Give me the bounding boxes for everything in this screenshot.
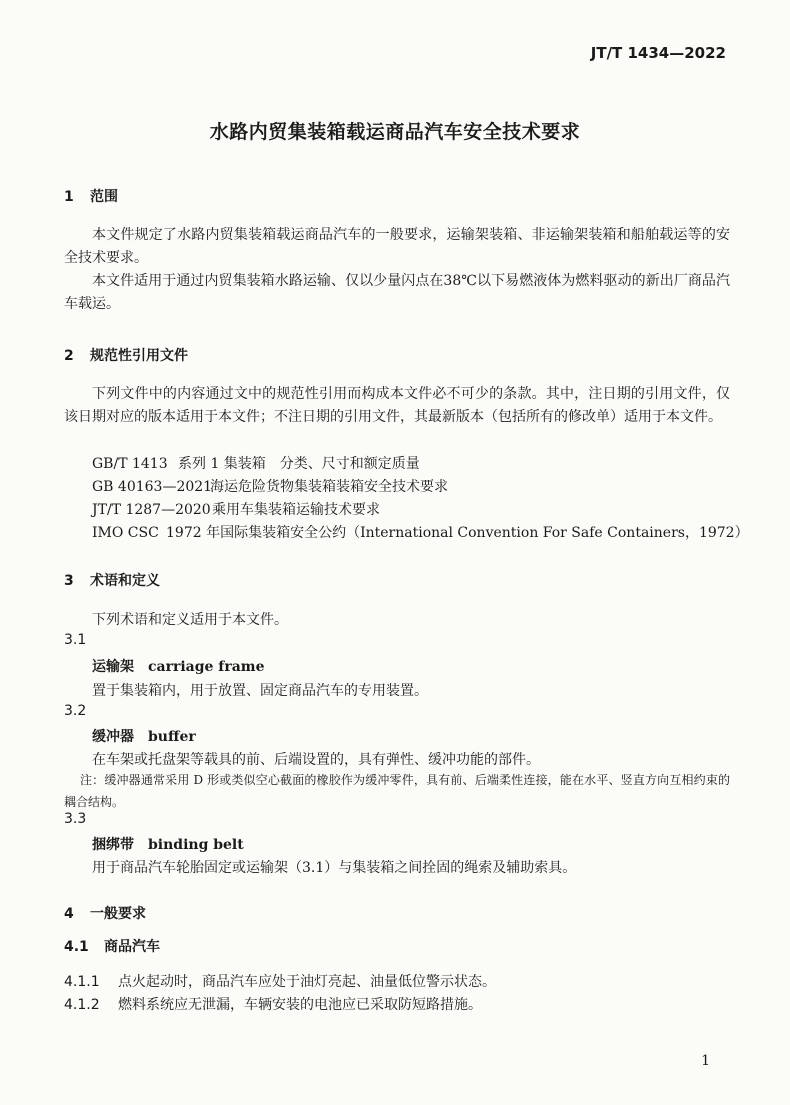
term-note: 注：缓冲器通常采用 D 形或类似空心截面的橡胶作为缓冲零件，具有前、后端柔性连接，能在水平、竖直方向互相约束的耦合结构。 bbox=[64, 773, 730, 809]
term-entry: 捆绑带 binding belt bbox=[92, 837, 244, 853]
section-1-heading: 1 范围 bbox=[64, 189, 118, 205]
section-3-intro: 下列术语和定义适用于本文件。 bbox=[92, 612, 288, 628]
standard-code: JT/T 1434—2022 bbox=[590, 44, 726, 62]
section-3-heading: 3 术语和定义 bbox=[64, 573, 160, 589]
reference-item: GB/T 1413 系列 1 集装箱 分类、尺寸和额定质量 bbox=[92, 456, 420, 472]
term-number: 3.2 bbox=[64, 703, 87, 719]
term-entry: 运输架 carriage frame bbox=[92, 659, 265, 675]
reference-item: IMO CSC 1972 年国际集装箱安全公约（International Convention For Safe Containers，1972） bbox=[92, 525, 749, 541]
section-1-paragraph-1: 本文件规定了水路内贸集装箱载运商品汽车的一般要求，运输架装箱、非运输架装箱和船舶载运等的安全技术要求。 bbox=[64, 227, 730, 266]
term-number: 3.3 bbox=[64, 811, 87, 827]
section-4-heading: 4 一般要求 bbox=[64, 906, 146, 922]
section-2-heading: 2 规范性引用文件 bbox=[64, 348, 188, 364]
section-1-paragraph-2: 本文件适用于通过内贸集装箱水路运输、仅以少量闪点在38℃以下易燃液体为燃料驱动的新出厂商品汽车载运。 bbox=[64, 273, 730, 312]
term-number: 3.1 bbox=[64, 632, 87, 648]
page-number: 1 bbox=[701, 1053, 710, 1069]
document-title: 水路内贸集装箱载运商品汽车安全技术要求 bbox=[209, 121, 581, 143]
term-definition: 置于集装箱内，用于放置、固定商品汽车的专用装置。 bbox=[92, 683, 428, 699]
section-2-paragraph-1: 下列文件中的内容通过文中的规范性引用而构成本文件必不可少的条款。其中，注日期的引用文件，仅该日期对应的版本适用于本文件；不注日期的引用文件，其最新版本（包括所有的修改单）适用于本文件。 bbox=[64, 386, 730, 425]
reference-item: JT/T 1287—2020乘用车集装箱运输技术要求 bbox=[92, 502, 380, 518]
clause-item: 4.1.2 燃料系统应无泄漏，车辆安装的电池应已采取防短路措施。 bbox=[64, 997, 482, 1013]
term-entry: 缓冲器 buffer bbox=[92, 729, 196, 745]
reference-item: GB 40163—2021海运危险货物集装箱装箱安全技术要求 bbox=[92, 479, 448, 495]
term-definition: 用于商品汽车轮胎固定或运输架（3.1）与集装箱之间拴固的绳索及辅助索具。 bbox=[92, 860, 577, 876]
subsection-4-1-heading: 4.1 商品汽车 bbox=[64, 939, 160, 955]
term-definition: 在车架或托盘架等载具的前、后端设置的，具有弹性、缓冲功能的部件。 bbox=[92, 752, 540, 768]
clause-item: 4.1.1 点火起动时，商品汽车应处于油灯亮起、油量低位警示状态。 bbox=[64, 974, 496, 990]
